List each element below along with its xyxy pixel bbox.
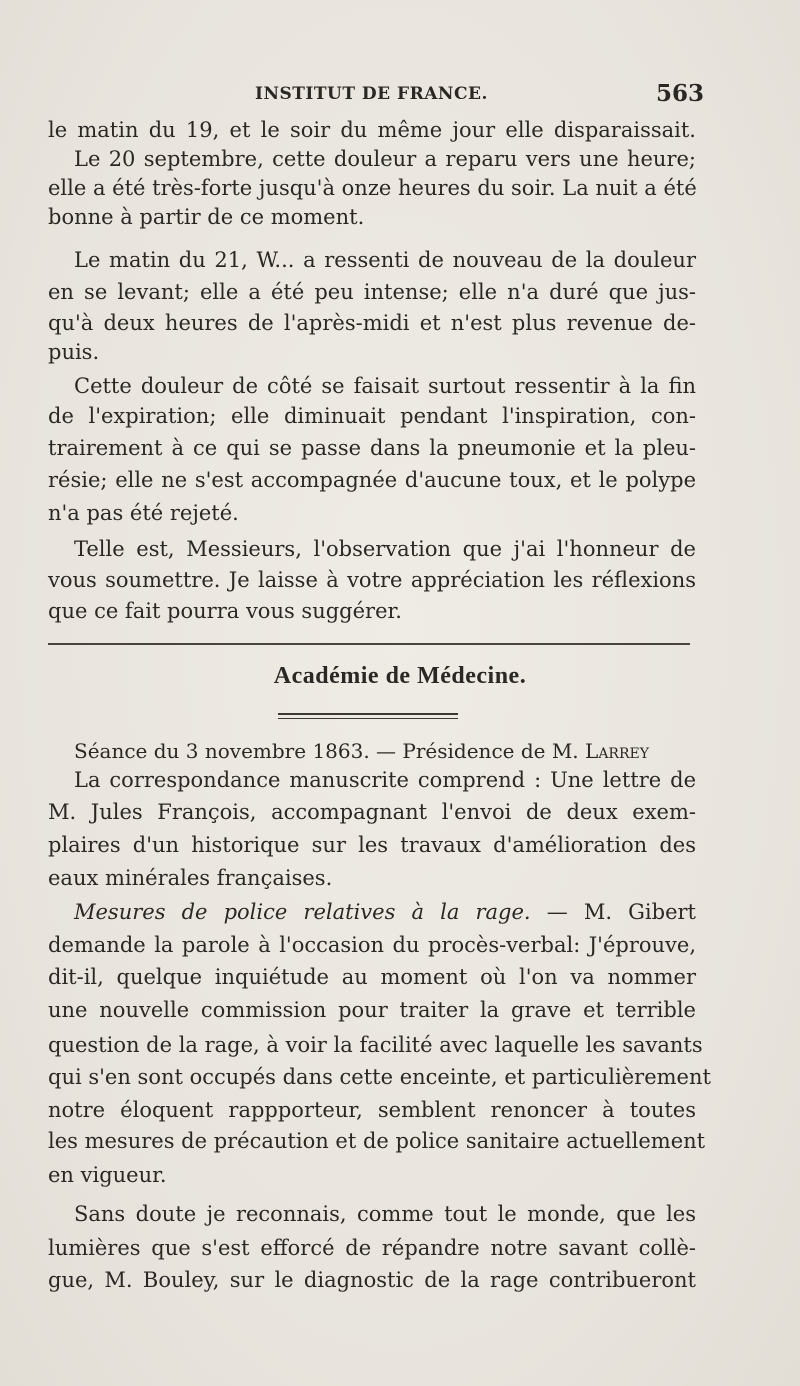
text-line: gue, M. Bouley, sur le diagnostic de la rage contribueront: [48, 1268, 696, 1292]
running-title: INSTITUT DE FRANCE.: [255, 84, 488, 104]
text-line: La correspondance manuscrite comprend : Une lettre de: [74, 768, 696, 792]
text-line: Telle est, Messieurs, l'observation que j'ai l'honneur de: [74, 537, 696, 561]
title-rule: [278, 718, 458, 719]
page-number: 563: [655, 80, 704, 107]
section-title: Académie de Médecine.: [273, 663, 527, 689]
text-line: bonne à partir de ce moment.: [48, 205, 365, 229]
text-line: dit-il, quelque inquiétude au moment où l'on va nommer: [48, 965, 696, 989]
text-line: trairement à ce qui se passe dans la pneumonie et la pleu-: [48, 436, 696, 460]
text-line: une nouvelle commission pour traiter la grave et terrible: [48, 998, 696, 1022]
text-line: notre éloquent rappporteur, semblent renoncer à toutes: [48, 1098, 696, 1122]
text-line: elle a été très-forte jusqu'à onze heures du soir. La nuit a été: [48, 176, 697, 200]
text-line: lumières que s'est efforcé de répandre notre savant collè-: [48, 1236, 696, 1260]
section-divider: [48, 643, 690, 645]
seance-text: Séance du 3 novembre 1863. — Présidence de M.: [74, 739, 579, 763]
text-span: — M. Gibert: [546, 900, 696, 924]
text-line: Cette douleur de côté se faisait surtout ressentir à la fin: [74, 374, 696, 398]
president-name: Larrey: [585, 739, 649, 763]
text-line: qui s'en sont occupés dans cette enceinte, et particulièrement: [48, 1065, 711, 1089]
text-line: vous soumettre. Je laisse à votre appréciation les réflexions: [48, 568, 696, 592]
text-line: demande la parole à l'occasion du procès-verbal: J'éprouve,: [48, 933, 696, 957]
text-line: que ce fait pourra vous suggérer.: [48, 599, 402, 623]
text-line: Le 20 septembre, cette douleur a reparu vers une heure;: [74, 147, 696, 171]
text-line: de l'expiration; elle diminuait pendant l'inspiration, con-: [48, 404, 696, 428]
text-line: Le matin du 21, W... a ressenti de nouveau de la douleur: [74, 248, 696, 272]
text-line: Sans doute je reconnais, comme tout le monde, que les: [74, 1202, 696, 1226]
text-line: puis.: [48, 340, 100, 364]
text-line: en se levant; elle a été peu intense; elle n'a duré que jus-: [48, 280, 696, 304]
title-rule: [278, 713, 458, 715]
page-header: [0, 80, 800, 110]
text-line: eaux minérales françaises.: [48, 866, 333, 890]
italic-heading: Mesures de police relatives à la rage.: [74, 900, 531, 924]
text-line: le matin du 19, et le soir du même jour elle disparaissait.: [48, 118, 696, 142]
text-line: M. Jules François, accompagnant l'envoi de deux exem-: [48, 800, 696, 824]
text-line: plaires d'un historique sur les travaux d'amélioration des: [48, 833, 696, 857]
text-line: en vigueur.: [48, 1163, 167, 1187]
text-line: question de la rage, à voir la facilité avec laquelle les savants: [48, 1033, 703, 1057]
text-line: [74, 898, 696, 926]
seance-line: [74, 737, 696, 765]
text-line: résie; elle ne s'est accompagnée d'aucune toux, et le polype: [48, 468, 696, 492]
text-line: les mesures de précaution et de police sanitaire actuellement: [48, 1129, 706, 1153]
text-line: qu'à deux heures de l'après-midi et n'est plus revenue de-: [48, 311, 696, 335]
text-line: n'a pas été rejeté.: [48, 501, 239, 525]
